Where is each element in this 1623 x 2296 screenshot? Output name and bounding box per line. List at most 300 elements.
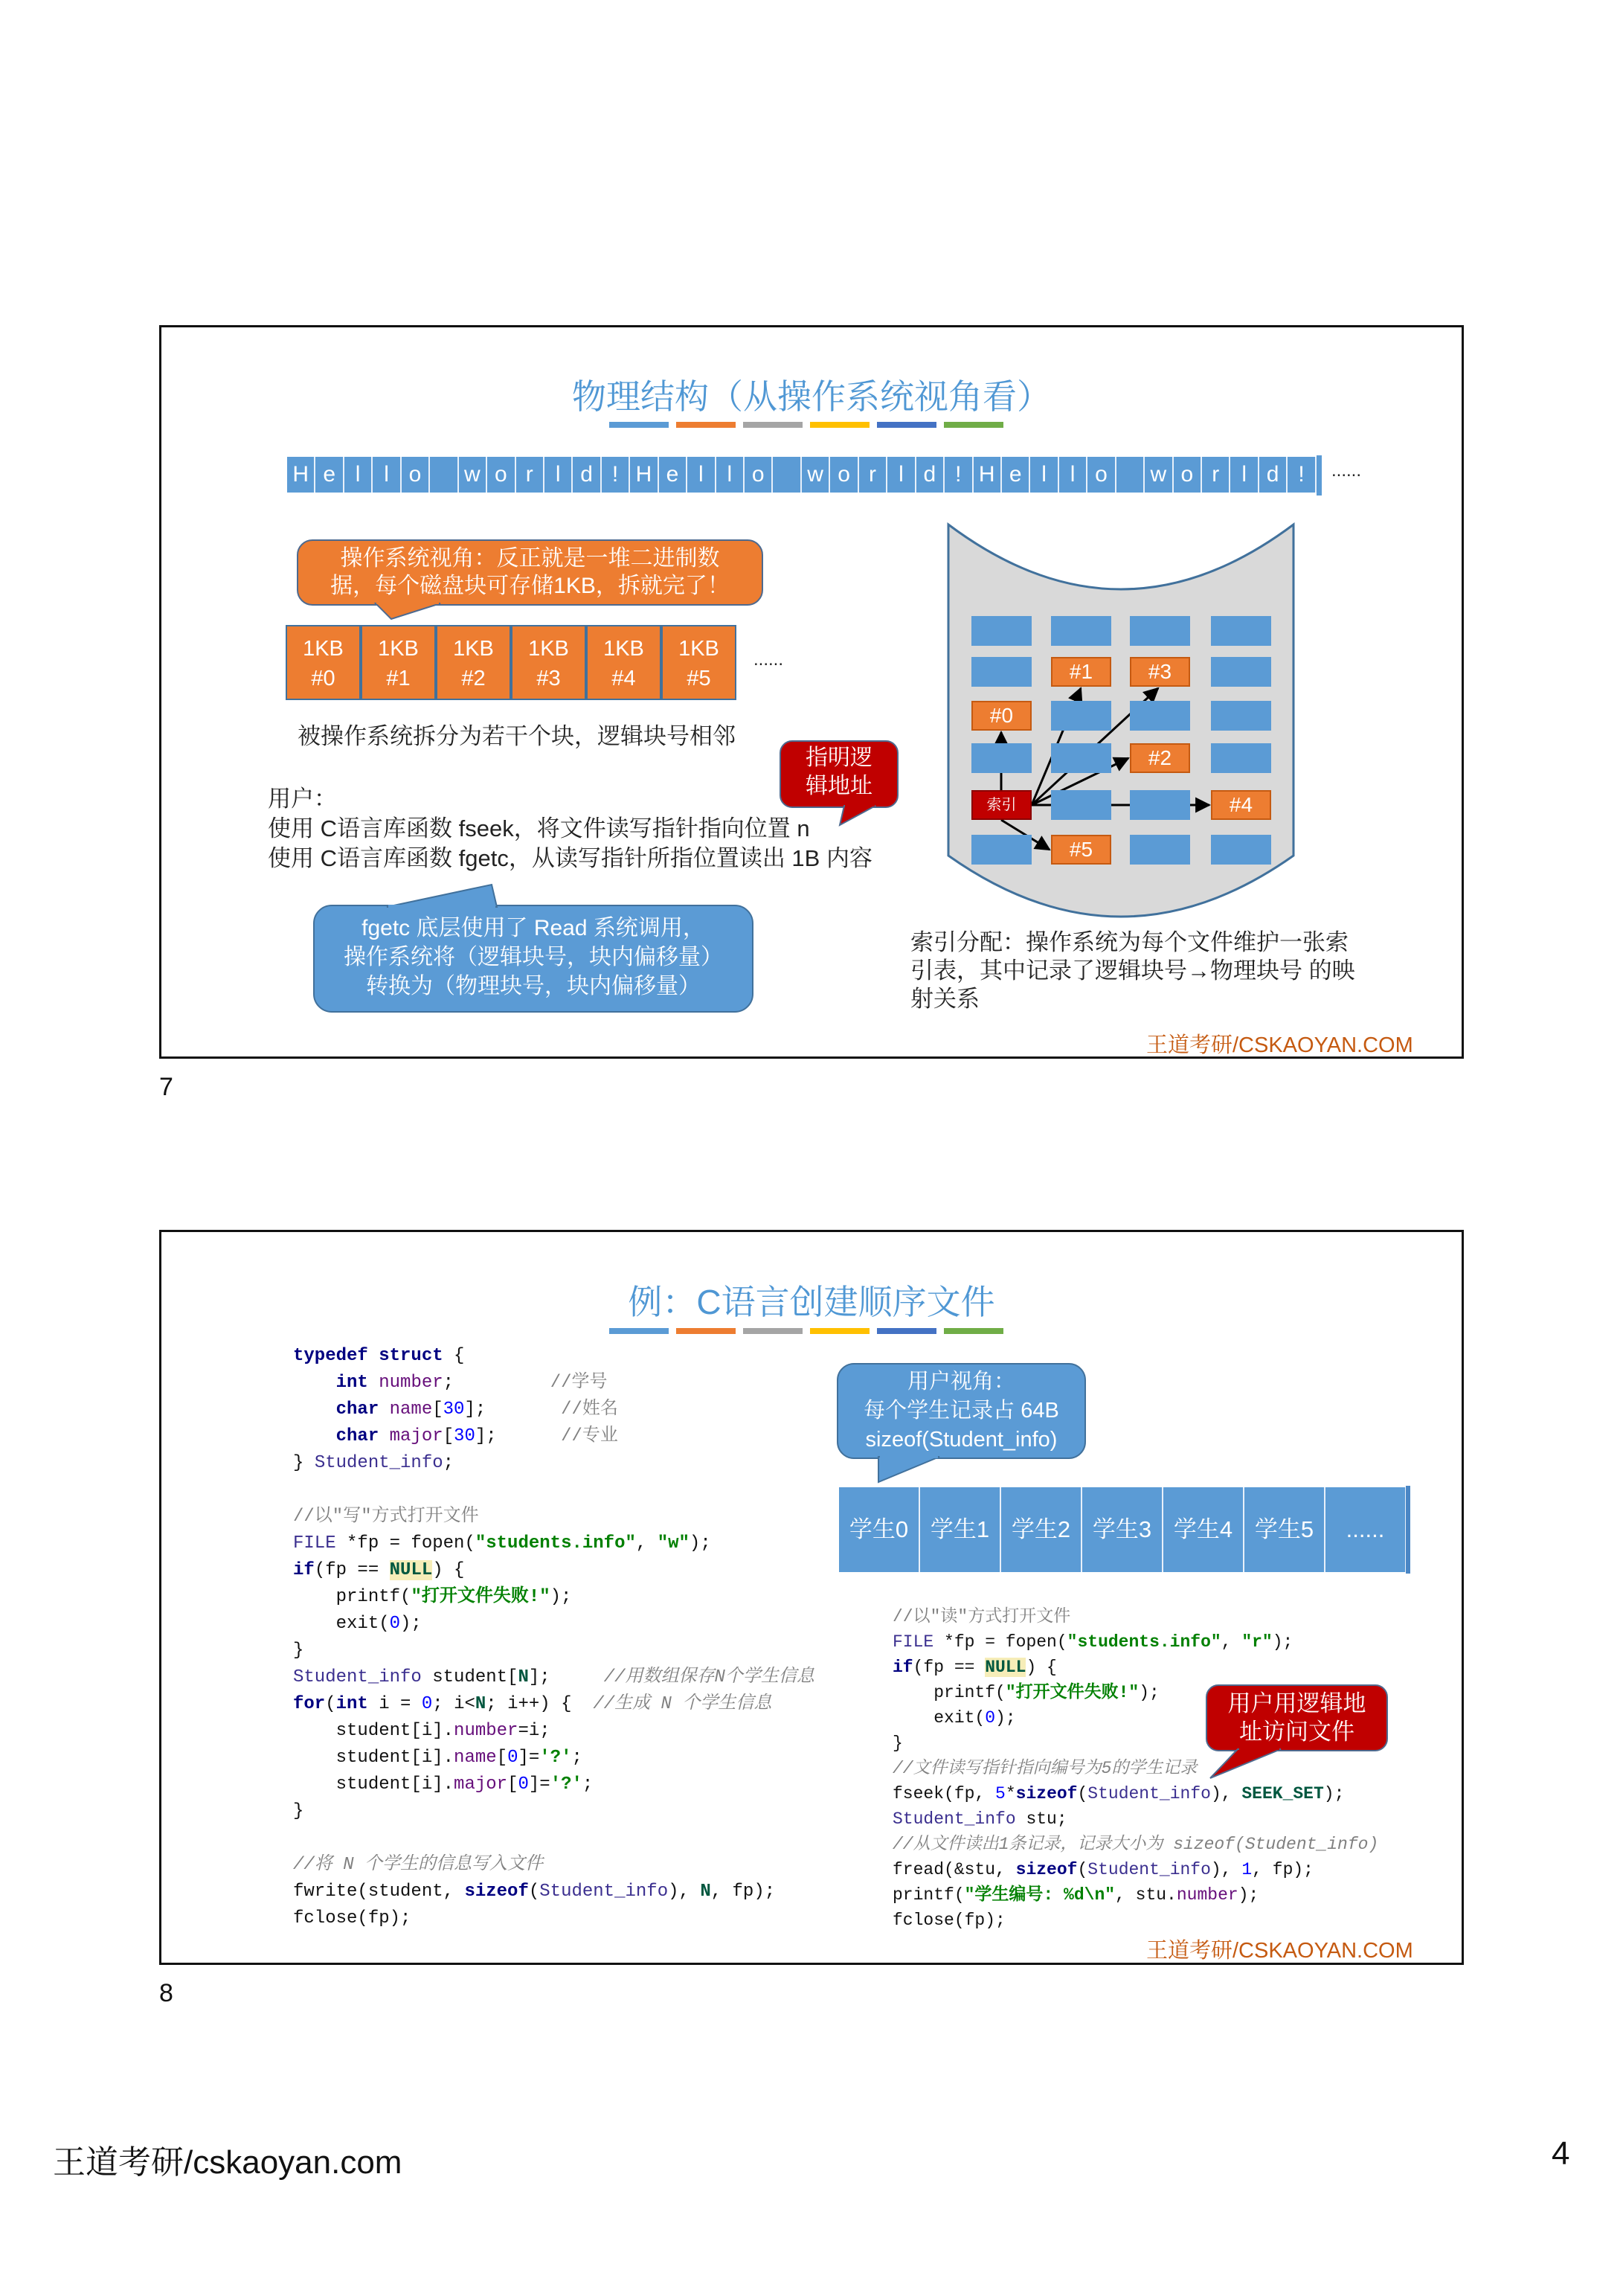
- student-record-cell: 学生2: [1001, 1487, 1082, 1572]
- code-token: );: [1272, 1632, 1293, 1652]
- byte-cell: o: [830, 457, 858, 493]
- byte-cell: !: [1288, 457, 1316, 493]
- code-token: ; i<: [432, 1694, 475, 1714]
- code-token: Student_info: [314, 1453, 443, 1473]
- code-token: char: [335, 1426, 379, 1446]
- code-line: [293, 1879, 814, 1905]
- bar-darkblue: [877, 1328, 936, 1334]
- code-token: "打开文件失败!": [411, 1587, 550, 1607]
- code-token: NULL: [389, 1560, 433, 1580]
- physical-block: [1211, 701, 1271, 731]
- logical-block-0: [286, 625, 361, 700]
- code-token: (: [1077, 1784, 1088, 1803]
- slide-7-shapes: [0, 0, 1623, 1116]
- byte-cell: d: [573, 457, 601, 493]
- disk-block-5: #5: [1051, 835, 1111, 865]
- code-token: );: [400, 1614, 422, 1634]
- code-token: ]=: [518, 1748, 540, 1768]
- footer-page-number: 4: [1552, 2135, 1570, 2172]
- code-token: if: [293, 1560, 315, 1580]
- blocks-ellipsis: ......: [753, 650, 784, 670]
- code-line: [293, 1584, 814, 1611]
- code-token: (: [528, 1882, 540, 1902]
- code-line: [293, 1852, 814, 1879]
- block-id: #1: [386, 667, 411, 690]
- block-id: #3: [536, 667, 561, 690]
- code-token: //生成 N 个学生信息: [593, 1694, 772, 1714]
- code-token: 0: [518, 1774, 529, 1795]
- code-token: major: [454, 1774, 508, 1795]
- code-token: ,: [635, 1533, 658, 1553]
- code-line: [293, 1477, 814, 1504]
- code-token: [379, 1399, 389, 1420]
- physical-block: [1211, 743, 1271, 773]
- student-ellipsis-cell: ......: [1325, 1487, 1407, 1572]
- code-token: //以"读"方式打开文件: [893, 1607, 1071, 1626]
- code-line: [293, 1718, 814, 1745]
- bar-darkblue: [877, 422, 936, 428]
- code-token: N: [475, 1694, 486, 1714]
- read-file-code: [893, 1604, 1378, 1933]
- byte-cell: [430, 457, 458, 493]
- code-token: Student_info: [293, 1667, 422, 1687]
- code-token: ;: [582, 1774, 594, 1795]
- code-line: [293, 1396, 814, 1423]
- title-color-bars: [609, 1328, 1003, 1334]
- slide-8-brand: 王道考研/CSKAOYAN.COM: [1146, 1939, 1413, 1963]
- byte-cell: d: [916, 457, 945, 493]
- code-line: [893, 1832, 1378, 1857]
- code-token: ),: [668, 1882, 701, 1902]
- code-line: [293, 1745, 814, 1771]
- code-token: ;: [571, 1748, 582, 1768]
- code-token: printf(: [893, 1683, 1006, 1702]
- code-token: Student_info: [1087, 1784, 1211, 1803]
- callout-line: 辑地址: [806, 774, 872, 798]
- user-label: 用户：: [268, 786, 337, 812]
- os-callout-line: 操作系统视角：反正就是一堆二进制数: [340, 546, 720, 571]
- bar-orange: [676, 1328, 736, 1334]
- byte-cell: !: [602, 457, 630, 493]
- code-token: if: [893, 1658, 913, 1677]
- callout-line: 指明逻: [806, 745, 872, 770]
- code-token: ; i++) {: [486, 1694, 594, 1714]
- logical-blocks: [286, 625, 736, 700]
- code-token: ];: [475, 1426, 562, 1446]
- code-token: exit(: [293, 1614, 390, 1634]
- footer-site: 王道考研/cskaoyan.com: [53, 2144, 402, 2181]
- byte-cell: e: [315, 457, 344, 493]
- code-token: student[: [421, 1667, 518, 1687]
- code-token: //姓名: [561, 1399, 618, 1420]
- bar-gray: [743, 422, 803, 428]
- code-line: [293, 1798, 814, 1825]
- block-id: #5: [687, 667, 711, 690]
- code-token: ) {: [1026, 1658, 1057, 1677]
- byte-cell: d: [1259, 457, 1288, 493]
- code-line: [293, 1423, 814, 1450]
- bar-yellow: [810, 1328, 870, 1334]
- student-record-cell: 学生5: [1244, 1487, 1325, 1572]
- code-token: [293, 1373, 336, 1393]
- code-token: 0: [985, 1708, 996, 1728]
- code-token: fread(&stu,: [893, 1860, 1016, 1879]
- code-token: for: [293, 1694, 326, 1714]
- code-token: [293, 1426, 336, 1446]
- bar-blue: [609, 1328, 669, 1334]
- user-fgetc-line: 使用 C语言库函数 fgetc，从读写指针所指位置读出 1B 内容: [268, 845, 872, 871]
- code-token: typedef struct: [293, 1346, 443, 1366]
- bar-gray: [743, 1328, 803, 1334]
- byte-cell: H: [287, 457, 315, 493]
- code-token: ) {: [432, 1560, 465, 1580]
- code-line: [293, 1825, 814, 1852]
- code-token: [: [496, 1748, 508, 1768]
- byte-cell: l: [1230, 457, 1259, 493]
- os-view-callout-text: [298, 545, 762, 600]
- byte-cell: r: [1202, 457, 1230, 493]
- code-token: fclose(fp);: [893, 1911, 1006, 1930]
- code-token: 0: [507, 1748, 518, 1768]
- code-line: [293, 1905, 814, 1932]
- code-token: [293, 1399, 336, 1420]
- byte-cell: o: [1174, 457, 1202, 493]
- code-token: *fp = fopen(: [933, 1632, 1067, 1652]
- code-line: [293, 1450, 814, 1477]
- code-token: 30: [443, 1399, 465, 1420]
- code-token: i =: [367, 1694, 422, 1714]
- callout-line: sizeof(Student_info): [865, 1428, 1058, 1452]
- code-token: [: [432, 1399, 443, 1420]
- disk-block-1: #1: [1051, 657, 1111, 687]
- slide-8-title: 例：C语言创建顺序文件: [628, 1283, 995, 1321]
- code-token: [: [443, 1426, 454, 1446]
- byte-cell: o: [1087, 457, 1116, 493]
- bar-green: [944, 1328, 1003, 1334]
- byte-cell: l: [1030, 457, 1058, 493]
- code-token: name: [389, 1399, 433, 1420]
- code-token: (fp ==: [913, 1658, 986, 1677]
- hello-strip-end-bar: [1317, 455, 1322, 496]
- code-line: [293, 1504, 814, 1530]
- byte-cell: l: [373, 457, 401, 493]
- byte-cell: w: [459, 457, 487, 493]
- code-token: FILE: [893, 1632, 934, 1652]
- student-record-cell: 学生3: [1082, 1487, 1163, 1572]
- code-token: [379, 1426, 389, 1446]
- code-token: "学生编号: %d\n": [964, 1885, 1116, 1905]
- code-token: );: [1139, 1683, 1160, 1702]
- code-token: );: [1238, 1885, 1259, 1905]
- slide-7-label: 7: [159, 1073, 173, 1101]
- code-token: SEEK_SET: [1241, 1784, 1324, 1803]
- physical-block: [1051, 743, 1111, 773]
- slide-8-label: 8: [159, 1979, 173, 2007]
- index-note-line: 索引分配：操作系统为每个文件维护一张索: [910, 929, 1349, 955]
- code-token: NULL: [985, 1658, 1026, 1677]
- write-file-code: [293, 1343, 814, 1932]
- code-token: Student_info: [893, 1809, 1016, 1829]
- byte-cell: l: [887, 457, 916, 493]
- fgetc-callout-text: [314, 914, 753, 1001]
- user-view-callout-text: [838, 1367, 1085, 1455]
- byte-cell: l: [544, 457, 573, 493]
- code-token: ;: [443, 1373, 550, 1393]
- index-note-line: 射关系: [910, 986, 980, 1012]
- split-note: 被操作系统拆分为若干个块，逻辑块号相邻: [298, 723, 736, 749]
- code-token: sizeof: [1015, 1860, 1078, 1879]
- physical-block: [1130, 835, 1190, 865]
- byte-cell: o: [487, 457, 515, 493]
- physical-block: [1051, 790, 1111, 820]
- code-token: int: [335, 1694, 368, 1714]
- code-line: [293, 1611, 814, 1638]
- code-token: Student_info: [1087, 1860, 1211, 1879]
- code-token: "students.info": [475, 1533, 636, 1553]
- index-note-line: 引表，其中记录了逻辑块号→物理块号 的映: [910, 958, 1355, 984]
- code-line: [893, 1857, 1378, 1882]
- block-size: 1KB: [453, 637, 494, 661]
- code-token: number: [454, 1721, 518, 1741]
- code-token: "打开文件失败!": [1005, 1683, 1140, 1702]
- physical-block: [1130, 790, 1190, 820]
- disk-block-2: #2: [1130, 743, 1190, 773]
- physical-block: [1130, 616, 1190, 646]
- physical-block: [971, 616, 1032, 646]
- code-token: );: [550, 1587, 572, 1607]
- block-size: 1KB: [378, 637, 419, 661]
- code-line: [293, 1530, 814, 1557]
- byte-cell: o: [745, 457, 773, 493]
- callout-line: 转换为（物理块号，块内偏移量）: [366, 974, 701, 998]
- code-line: [893, 1781, 1378, 1806]
- code-token: "r": [1241, 1632, 1273, 1652]
- code-line: [293, 1557, 814, 1584]
- physical-block: [971, 835, 1032, 865]
- code-token: , stu.: [1115, 1885, 1177, 1905]
- code-line: [293, 1343, 814, 1370]
- hello-world-byte-strip: [287, 457, 1317, 493]
- code-token: sizeof: [1015, 1784, 1078, 1803]
- byte-cell: l: [687, 457, 716, 493]
- code-token: sizeof: [464, 1882, 529, 1902]
- student-strip-end-bar: [1406, 1486, 1410, 1574]
- disk-block-3: #3: [1130, 657, 1190, 687]
- byte-cell: H: [974, 457, 1002, 493]
- code-token: ),: [1210, 1860, 1242, 1879]
- user-fseek-line: 使用 C语言库函数 fseek，将文件读写指针指向位置 n: [268, 815, 810, 841]
- logical-block-4: [586, 625, 661, 700]
- byte-cell: e: [659, 457, 687, 493]
- bar-blue: [609, 422, 669, 428]
- code-token: 5: [995, 1784, 1006, 1803]
- code-token: name: [454, 1748, 497, 1768]
- bar-orange: [676, 422, 736, 428]
- physical-block: [1211, 835, 1271, 865]
- code-token: , fp);: [710, 1882, 776, 1902]
- code-token: N: [518, 1667, 529, 1687]
- code-token: , fp);: [1252, 1860, 1314, 1879]
- code-token: 30: [454, 1426, 475, 1446]
- physical-block: [1051, 616, 1111, 646]
- byte-cell: l: [1059, 457, 1087, 493]
- index-block: 索引: [971, 790, 1032, 820]
- code-token: //用数组保存N个学生信息: [603, 1667, 814, 1687]
- code-token: ;: [443, 1453, 454, 1473]
- block-size: 1KB: [303, 637, 344, 661]
- code-token: ]=: [528, 1774, 550, 1795]
- physical-block: [971, 657, 1032, 687]
- slide-7-title: 物理结构（从操作系统视角看）: [572, 377, 1051, 416]
- code-token: stu;: [1015, 1809, 1067, 1829]
- user-lines: [268, 784, 872, 873]
- code-token: ];: [464, 1399, 562, 1420]
- code-token: int: [335, 1373, 368, 1393]
- physical-block: [1130, 701, 1190, 731]
- code-token: [368, 1373, 379, 1393]
- hello-ellipsis: ......: [1331, 461, 1362, 481]
- code-token: "w": [657, 1533, 690, 1553]
- code-token: }: [893, 1734, 903, 1753]
- student-records-strip: [839, 1487, 1407, 1572]
- student-record-cell: 学生0: [839, 1487, 920, 1572]
- code-token: (: [1077, 1860, 1088, 1879]
- code-token: }: [293, 1453, 315, 1473]
- slide-7-brand: 王道考研/CSKAOYAN.COM: [1146, 1033, 1413, 1057]
- student-record-cell: 学生4: [1163, 1487, 1244, 1572]
- callout-line: 用户用逻辑地: [1227, 1690, 1366, 1716]
- callout-line: 操作系统将（逻辑块号，块内偏移量）: [344, 945, 723, 969]
- code-line: [293, 1664, 814, 1691]
- code-line: [293, 1370, 814, 1396]
- code-token: fseek(fp,: [893, 1784, 996, 1803]
- code-token: {: [443, 1346, 465, 1366]
- code-token: //专业: [561, 1426, 618, 1446]
- block-size: 1KB: [603, 637, 644, 661]
- byte-cell: w: [1145, 457, 1173, 493]
- code-token: printf(: [893, 1885, 965, 1905]
- physical-block: [1051, 701, 1111, 731]
- title-color-bars: [609, 422, 1003, 428]
- byte-cell: [1116, 457, 1145, 493]
- code-token: '?': [550, 1774, 582, 1795]
- callout-line: 用户视角：: [907, 1370, 1015, 1394]
- code-token: (: [325, 1694, 336, 1714]
- byte-cell: e: [1002, 457, 1030, 493]
- code-token: );: [689, 1533, 711, 1553]
- code-token: "students.info": [1067, 1632, 1221, 1652]
- code-token: number: [1176, 1885, 1238, 1905]
- code-token: (fp ==: [314, 1560, 390, 1580]
- code-token: //以"写"方式打开文件: [293, 1507, 479, 1527]
- code-token: ),: [1210, 1784, 1242, 1803]
- index-note: [910, 929, 1355, 1013]
- block-size: 1KB: [528, 637, 569, 661]
- code-line: [293, 1771, 814, 1798]
- logic-access-callout-text: [1206, 1690, 1387, 1746]
- code-token: ,: [1221, 1632, 1242, 1652]
- logical-block-2: [436, 625, 511, 700]
- code-token: major: [389, 1426, 443, 1446]
- byte-cell: r: [859, 457, 887, 493]
- code-token: //将 N 个学生的信息写入文件: [293, 1855, 544, 1875]
- student-record-cell: 学生1: [920, 1487, 1001, 1572]
- physical-block: [1211, 616, 1271, 646]
- code-token: =i;: [518, 1721, 550, 1741]
- logical-block-5: [661, 625, 736, 700]
- byte-cell: l: [344, 457, 373, 493]
- block-id: #4: [611, 667, 636, 690]
- code-token: printf(: [293, 1587, 411, 1607]
- code-token: Student_info: [539, 1882, 669, 1902]
- code-token: number: [379, 1373, 443, 1393]
- code-token: //文件读写指针指向编号为5的学生记录: [893, 1759, 1198, 1778]
- byte-cell: [773, 457, 801, 493]
- bar-yellow: [810, 422, 870, 428]
- code-line: [893, 1756, 1378, 1781]
- logical-block-1: [361, 625, 436, 700]
- code-token: ];: [528, 1667, 604, 1687]
- code-token: //学号: [550, 1373, 608, 1393]
- code-token: 1: [1241, 1860, 1253, 1879]
- code-token: fwrite(student,: [293, 1882, 465, 1902]
- block-id: #0: [311, 667, 335, 690]
- code-token: }: [293, 1641, 304, 1661]
- code-token: N: [700, 1882, 711, 1902]
- code-line: [293, 1691, 814, 1718]
- code-line: [893, 1655, 1378, 1680]
- disk-block-4: #4: [1211, 790, 1271, 820]
- code-token: fclose(fp);: [293, 1908, 411, 1928]
- code-line: [893, 1806, 1378, 1832]
- code-line: [293, 1638, 814, 1664]
- callout-line: 每个学生记录占 64B: [864, 1399, 1059, 1423]
- code-token: '?': [539, 1748, 572, 1768]
- byte-cell: r: [516, 457, 544, 493]
- code-line: [893, 1882, 1378, 1908]
- block-size: 1KB: [678, 637, 719, 661]
- code-line: [893, 1604, 1378, 1629]
- callout-line: fgetc 底层使用了 Read 系统调用，: [361, 916, 705, 940]
- code-token: *: [1005, 1784, 1016, 1803]
- code-token: [: [507, 1774, 518, 1795]
- code-token: student[i].: [293, 1748, 454, 1768]
- byte-cell: o: [402, 457, 430, 493]
- callout-line: 址访问文件: [1239, 1719, 1354, 1745]
- byte-cell: w: [802, 457, 830, 493]
- byte-cell: H: [630, 457, 658, 493]
- block-id: #2: [461, 667, 486, 690]
- bar-green: [944, 422, 1003, 428]
- code-token: exit(: [893, 1708, 986, 1728]
- code-token: student[i].: [293, 1721, 454, 1741]
- code-token: 0: [421, 1694, 433, 1714]
- code-token: *fp = fopen(: [335, 1533, 475, 1553]
- code-token: //从文件读出1条记录，记录大小为 sizeof(Student_info): [893, 1835, 1379, 1854]
- code-token: char: [335, 1399, 379, 1420]
- code-line: [893, 1629, 1378, 1655]
- code-token: FILE: [293, 1533, 336, 1553]
- code-token: );: [1323, 1784, 1345, 1803]
- disk-block-0: #0: [971, 701, 1032, 731]
- code-line: [893, 1908, 1378, 1933]
- code-token: }: [293, 1801, 304, 1821]
- physical-block: [1211, 657, 1271, 687]
- os-callout-line: 据，每个磁盘块可存储1KB，拆就完了！: [330, 574, 730, 598]
- byte-cell: !: [945, 457, 973, 493]
- byte-cell: l: [716, 457, 745, 493]
- physical-block: [971, 743, 1032, 773]
